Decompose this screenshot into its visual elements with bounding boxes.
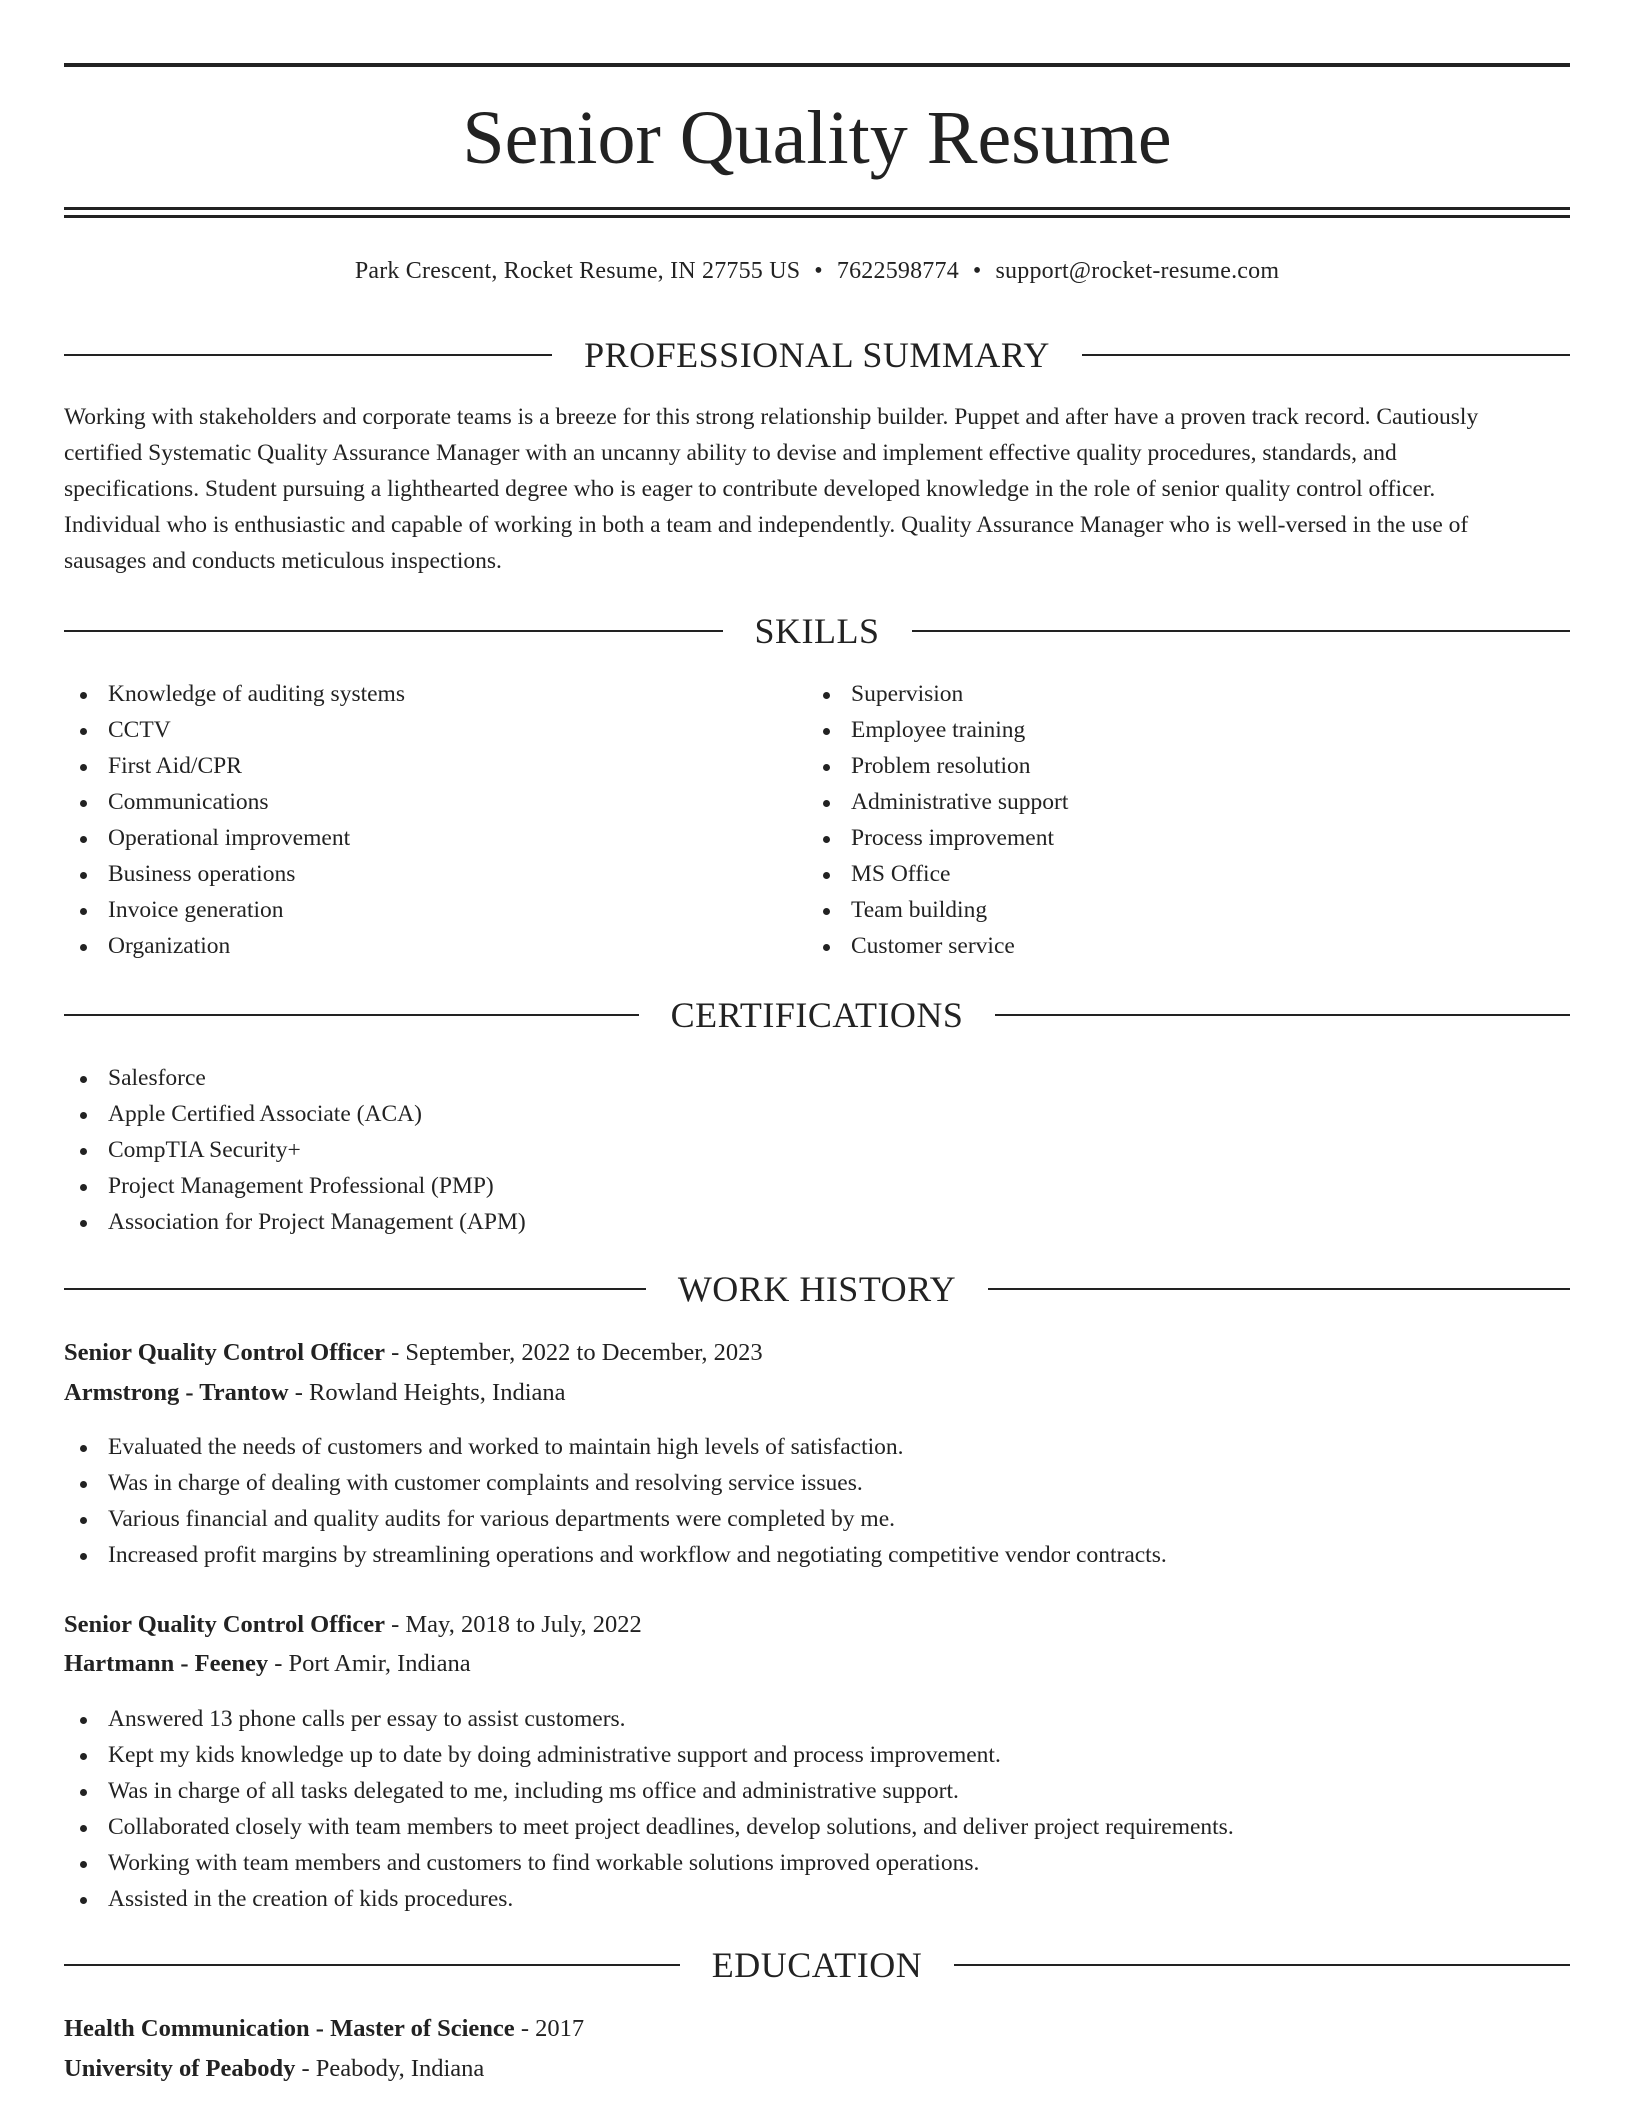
education-year: - 2017	[514, 2015, 585, 2042]
skills-list-left	[64, 676, 807, 964]
contact-phone[interactable]: 7622598774	[836, 258, 959, 284]
summary-line: Working with stakeholders and corporate teams is a breeze for this strong relationship builder. Puppet and after have a proven track record. Cautiously	[64, 404, 1479, 430]
section-heading-education	[64, 1947, 1570, 1983]
heading-label: WORK HISTORY	[677, 1269, 957, 1309]
education-degree-line	[64, 2010, 584, 2048]
job-bullets	[64, 1429, 1570, 1573]
heading-rule-left	[64, 354, 552, 356]
job-dates: - September, 2022 to December, 2023	[384, 1339, 763, 1366]
contact-email[interactable]: support@rocket-resume.com	[995, 258, 1280, 284]
heading-label: CERTIFICATIONS	[670, 995, 964, 1035]
job-title-line	[64, 1606, 642, 1644]
heading-rule-right	[954, 1964, 1570, 1966]
section-heading-certifications	[64, 997, 1570, 1033]
heading-rule-left	[64, 630, 723, 632]
job-company: Hartmann - Feeney	[64, 1650, 269, 1677]
list-item: Assisted in the creation of kids procedures.	[64, 1881, 1570, 1917]
skills-column-left	[64, 676, 807, 964]
list-item: Project Management Professional (PMP)	[64, 1168, 1570, 1204]
list-item: Answered 13 phone calls per essay to assist customers.	[64, 1701, 1570, 1737]
list-item: MS Office	[807, 856, 1550, 892]
list-item: Team building	[807, 892, 1550, 928]
education-school-line	[64, 2050, 484, 2088]
list-item: Communications	[64, 784, 807, 820]
list-item: Apple Certified Associate (ACA)	[64, 1096, 1570, 1132]
education-location: - Peabody, Indiana	[295, 2055, 485, 2082]
list-item: Operational improvement	[64, 820, 807, 856]
list-item: Collaborated closely with team members to meet project deadlines, develop solutions, and deliver project requirements.	[64, 1809, 1570, 1845]
section-heading-summary	[64, 337, 1570, 373]
header-double-rule-top	[64, 207, 1570, 210]
job-company: Armstrong - Trantow	[64, 1379, 289, 1406]
heading-rule-right	[995, 1014, 1570, 1016]
list-item: Invoice generation	[64, 892, 807, 928]
education-degree: Health Communication - Master of Science	[64, 2015, 515, 2042]
heading-rule-left	[64, 1288, 646, 1290]
job-title: Senior Quality Control Officer	[64, 1611, 385, 1638]
header-double-rule-bottom	[64, 215, 1570, 218]
heading-rule-right	[912, 630, 1571, 632]
heading-label: EDUCATION	[711, 1945, 923, 1985]
section-heading-work-history	[64, 1271, 1570, 1307]
list-item: CCTV	[64, 712, 807, 748]
resume-title: Senior Quality Resume	[462, 96, 1172, 180]
list-item: Supervision	[807, 676, 1550, 712]
contact-separator: •	[814, 258, 823, 284]
list-item: Was in charge of all tasks delegated to me, including ms office and administrative support.	[64, 1773, 1570, 1809]
heading-rule-left	[64, 1964, 680, 1966]
job-title: Senior Quality Control Officer	[64, 1339, 385, 1366]
summary-paragraph	[64, 399, 1570, 579]
list-item: Working with team members and customers to find workable solutions improved operations.	[64, 1845, 1570, 1881]
heading-rule-right	[1082, 354, 1570, 356]
list-item: Problem resolution	[807, 748, 1550, 784]
list-item: Increased profit margins by streamlining operations and workflow and negotiating competitive vendor contracts.	[64, 1537, 1570, 1573]
list-item: Association for Project Management (APM)	[64, 1204, 1570, 1240]
list-item: Process improvement	[807, 820, 1550, 856]
heading-label: PROFESSIONAL SUMMARY	[584, 335, 1050, 375]
list-item: Customer service	[807, 928, 1550, 964]
list-item: Various financial and quality audits for various departments were completed by me.	[64, 1501, 1570, 1537]
heading-rule-right	[988, 1288, 1570, 1290]
skills-column-right	[807, 676, 1550, 964]
summary-line: sausages and conducts meticulous inspections.	[64, 548, 502, 574]
summary-line: specifications. Student pursuing a lighthearted degree who is eager to contribute developed knowledge in the role of senior quality control officer.	[64, 476, 1436, 502]
job-location: - Port Amir, Indiana	[268, 1650, 471, 1677]
job-company-line	[64, 1374, 566, 1412]
job-bullets	[64, 1701, 1570, 1917]
list-item: Kept my kids knowledge up to date by doing administrative support and process improvement.	[64, 1737, 1570, 1773]
heading-rule-left	[64, 1014, 639, 1016]
job-company-line	[64, 1645, 471, 1683]
list-item: First Aid/CPR	[64, 748, 807, 784]
skills-columns	[64, 676, 1570, 964]
list-item: Evaluated the needs of customers and worked to maintain high levels of satisfaction.	[64, 1429, 1570, 1465]
list-item: CompTIA Security+	[64, 1132, 1570, 1168]
list-item: Employee training	[807, 712, 1550, 748]
list-item: Administrative support	[807, 784, 1550, 820]
job-location: - Rowland Heights, Indiana	[288, 1379, 566, 1406]
header-top-rule	[64, 63, 1570, 67]
heading-label: SKILLS	[754, 611, 880, 651]
list-item: Was in charge of dealing with customer complaints and resolving service issues.	[64, 1465, 1570, 1501]
section-heading-skills	[64, 613, 1570, 649]
skills-list-right	[807, 676, 1550, 964]
job-title-line	[64, 1334, 763, 1372]
job-dates: - May, 2018 to July, 2022	[384, 1611, 642, 1638]
summary-line: certified Systematic Quality Assurance Manager with an uncanny ability to devise and implement effective quality procedures, standards, and	[64, 440, 1397, 466]
contact-address: Park Crescent, Rocket Resume, IN 27755 US	[354, 258, 801, 284]
education-school: University of Peabody	[64, 2055, 296, 2082]
list-item: Knowledge of auditing systems	[64, 676, 807, 712]
list-item: Salesforce	[64, 1060, 1570, 1096]
certifications-list	[64, 1060, 1570, 1240]
list-item: Business operations	[64, 856, 807, 892]
summary-line: Individual who is enthusiastic and capable of working in both a team and independently. Quality Assurance Manager who is well-versed in the use of	[64, 512, 1469, 538]
contact-line	[64, 259, 1570, 283]
contact-separator: •	[972, 258, 982, 284]
list-item: Organization	[64, 928, 807, 964]
